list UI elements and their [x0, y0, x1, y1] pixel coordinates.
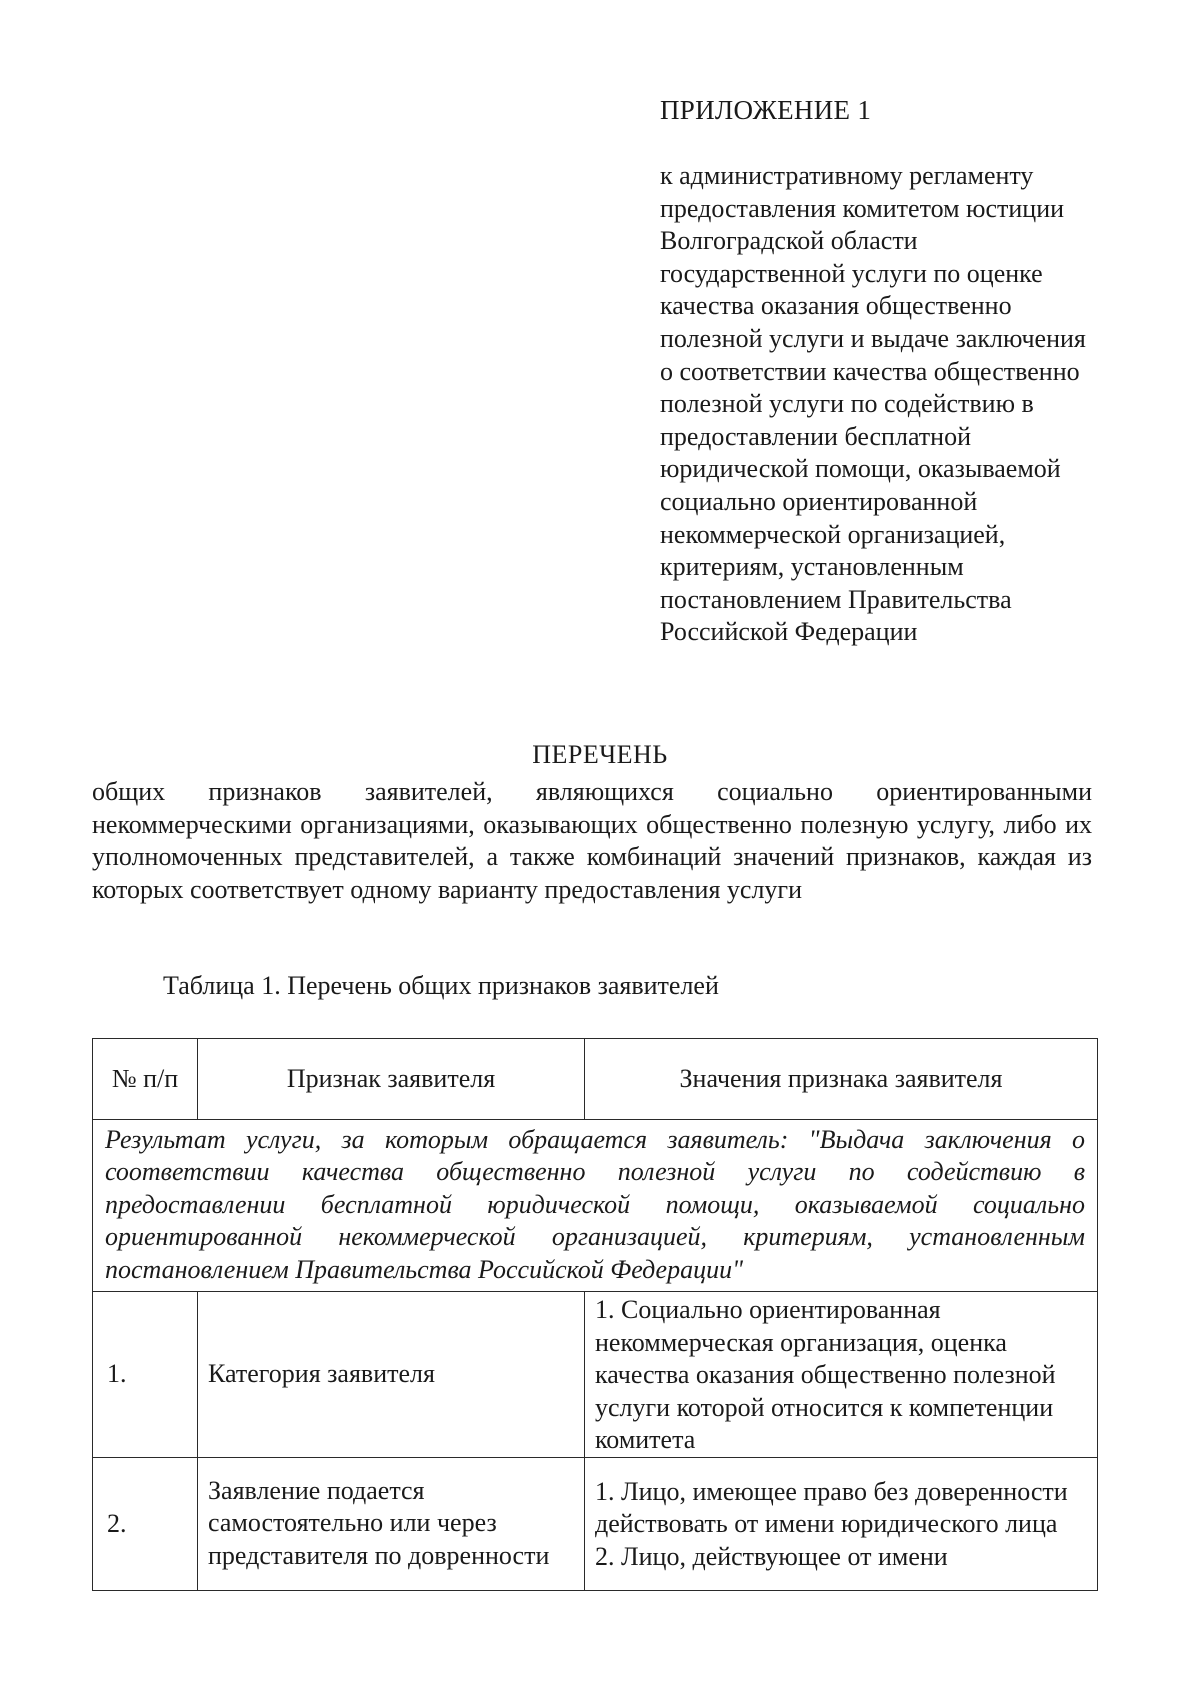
- applicant-attributes-table: [92, 1038, 1098, 1591]
- row-value-item: 1. Социально ориентированная некоммерческая организация, оценка качества оказания общественно полезной услуги которой относится к компетенции комитета: [595, 1295, 1056, 1455]
- table-header-row: [93, 1039, 1098, 1120]
- result-cell: Результат услуги, за которым обращается заявитель: "Выдача заключения о соответствии качества общественно полезной услуги по содействию в предоставлении бесплатной юридической помощи, оказываемой социально ориентированной некоммерческой организацией, критериям, установленным постановлением Правительства Российской Федерации": [93, 1120, 1098, 1292]
- row-number: 1.: [93, 1292, 198, 1458]
- appendix-subtitle: к административному регламенту предоставления комитетом юстиции Волгоградской области государственной услуги по оценке качества оказания общественно полезной услуги и выдаче заключения о соответствии качества общественно полезной услуги по содействию в предоставлении бесплатной юридической помощи, оказываемой социально ориентированной некоммерческой организацией, критериям, установленным постановлением Правительства Российской Федерации: [660, 161, 1086, 647]
- table-caption: Таблица 1. Перечень общих признаков заявителей: [163, 971, 719, 1000]
- row-attribute: Заявление подается самостоятельно или через представителя по довренности: [198, 1457, 585, 1590]
- row-values: [585, 1457, 1098, 1590]
- appendix-title: ПРИЛОЖЕНИЕ 1: [660, 95, 872, 125]
- row-value-item: 1. Лицо, имеющее право без доверенности действовать от имени юридического лица: [595, 1476, 1068, 1539]
- row-attribute: Категория заявителя: [198, 1292, 585, 1458]
- header-number: № п/п: [93, 1039, 198, 1120]
- list-heading: ПЕРЕЧЕНЬ: [532, 740, 668, 769]
- result-row: [93, 1120, 1098, 1292]
- table-row: [93, 1457, 1098, 1590]
- header-values: Значения признака заявителя: [585, 1039, 1098, 1120]
- row-values: [585, 1292, 1098, 1458]
- row-number: 2.: [93, 1457, 198, 1590]
- row-value-item: 2. Лицо, действующее от имени: [595, 1541, 948, 1571]
- table-row: [93, 1292, 1098, 1458]
- list-description: общих признаков заявителей, являющихся социально ориентированными некоммерческими организациями, оказывающих общественно полезную услугу, либо их уполномоченных представителей, а также комбинаций значений признаков, каждая из которых соответствует одному варианту предоставления услуги: [92, 777, 1092, 904]
- header-attribute: Признак заявителя: [198, 1039, 585, 1120]
